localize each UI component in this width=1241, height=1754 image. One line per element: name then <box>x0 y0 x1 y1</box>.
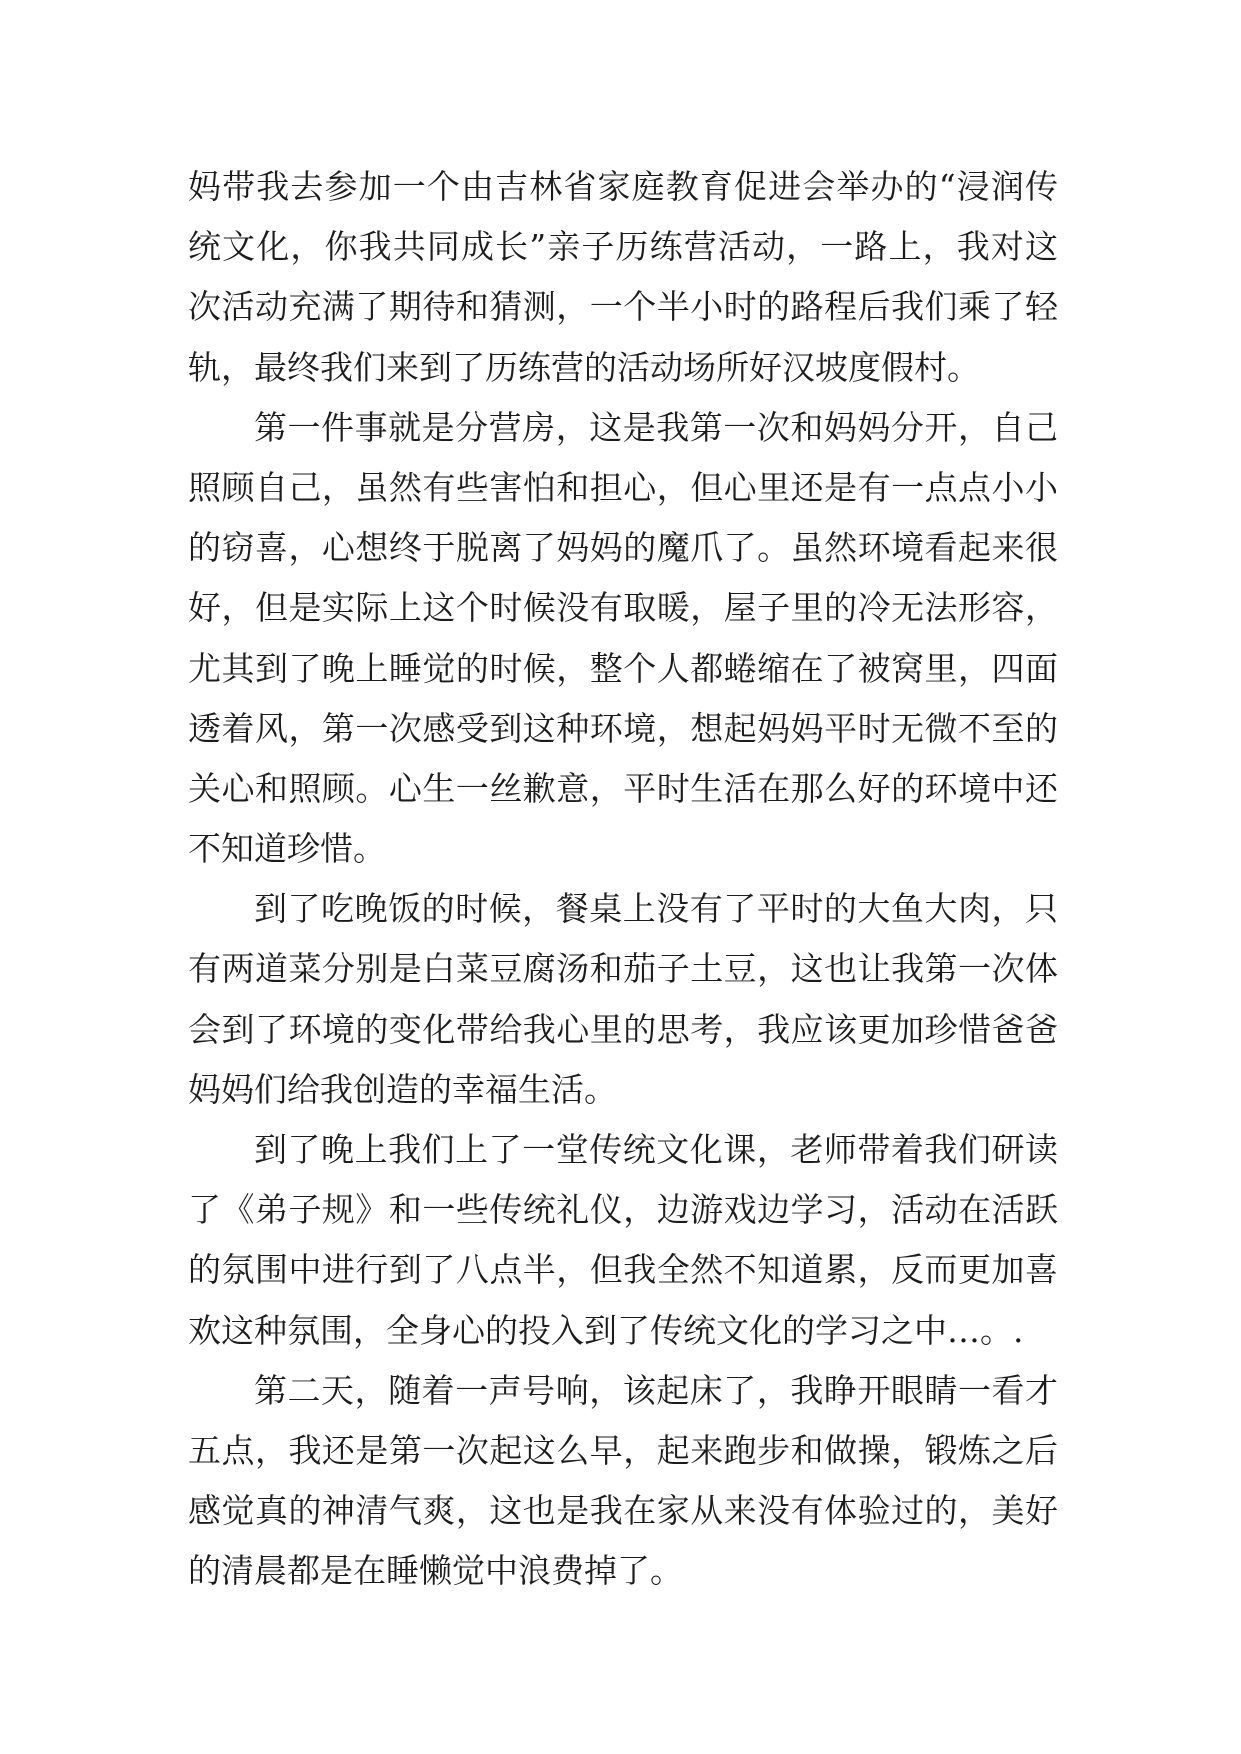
text-line: 的氛围中进行到了八点半，但我全然不知道累，反而更加喜 <box>188 1250 1058 1290</box>
text-line: 会到了环境的变化带给我心里的思考，我应该更加珍惜爸爸 <box>188 1009 1058 1049</box>
text-line: 的窃喜，心想终于脱离了妈妈的魔爪了。虽然环境看起来很 <box>188 528 1058 568</box>
text-line: 妈带我去参加一个由吉林省家庭教育促进会举办的“浸润传 <box>188 167 1058 206</box>
text-line: 关心和照顾。心生一丝歉意，平时生活在那么好的环境中还 <box>188 768 1058 808</box>
text-line: 感觉真的神清气爽，这也是我在家从来没有体验过的，美好 <box>188 1491 1058 1531</box>
text-line: 统文化，你我共同成长”亲子历练营活动，一路上，我对这 <box>188 227 1058 267</box>
text-line: 欢这种氛围，全身心的投入到了传统文化的学习之中…。. <box>188 1310 1024 1350</box>
text-line: 尤其到了晚上睡觉的时候，整个人都蜷缩在了被窝里，四面 <box>188 648 1058 688</box>
text-line: 妈妈们给我创造的幸福生活。 <box>188 1069 617 1109</box>
text-line: 透着风，第一次感受到这种环境，想起妈妈平时无微不至的 <box>188 708 1058 748</box>
text-line: 五点，我还是第一次起这么早，起来跑步和做操，锻炼之后 <box>188 1430 1058 1470</box>
text-line: 好，但是实际上这个时候没有取暖，屋子里的冷无法形容， <box>188 588 1058 628</box>
text-line: 照顾自己，虽然有些害怕和担心，但心里还是有一点点小小 <box>188 467 1058 507</box>
document-body <box>188 157 1058 1602</box>
text-line: 的清晨都是在睡懒觉中浪费掉了。 <box>188 1551 683 1591</box>
paragraph-first-line: 第二天，随着一声号响，该起床了，我睁开眼睛一看才 <box>254 1370 1058 1410</box>
text-line: 次活动充满了期待和猜测，一个半小时的路程后我们乘了轻 <box>188 287 1058 327</box>
text-line: 有两道菜分别是白菜豆腐汤和茄子土豆，这也让我第一次体 <box>188 949 1058 989</box>
paragraph-first-line: 到了吃晚饭的时候，餐桌上没有了平时的大鱼大肉，只 <box>254 889 1058 929</box>
text-line: 轨，最终我们来到了历练营的活动场所好汉坡度假村。 <box>188 347 980 387</box>
paragraph-first-line: 到了晚上我们上了一堂传统文化课，老师带着我们研读 <box>254 1130 1058 1169</box>
text-line: 不知道珍惜。 <box>188 829 386 869</box>
text-line: 了《弟子规》和一些传统礼仪，边游戏边学习，活动在活跃 <box>188 1190 1058 1230</box>
paragraph-first-line: 第一件事就是分营房，这是我第一次和妈妈分开，自己 <box>254 407 1058 447</box>
